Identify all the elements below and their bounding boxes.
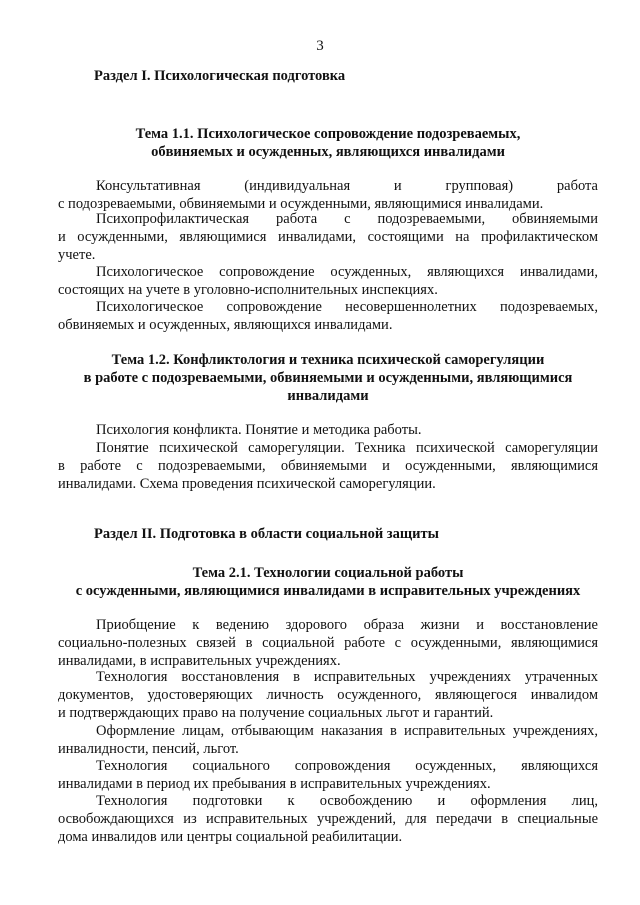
text-line: Психопрофилактическая работа с подозреваемыми, обвиняемыми — [96, 211, 598, 227]
paragraph — [58, 298, 598, 334]
paragraph — [58, 421, 598, 439]
topic-1-1-title — [58, 125, 598, 161]
title-line: обвиняемых и осужденных, являющихся инвалидами — [151, 144, 505, 160]
text-line: Технология социального сопровождения осужденных, являющихся — [96, 758, 598, 774]
paragraph — [58, 668, 598, 722]
text-line: инвалидами, в исправительных учреждениях. — [58, 653, 341, 669]
text-line: документов, удостоверяющих личность осужденного, являющегося инвалидом — [58, 687, 598, 703]
paragraph — [58, 439, 598, 493]
text-line: состоящих на учете в уголовно-исполнительных инспекциях. — [58, 282, 438, 298]
paragraph — [58, 263, 598, 299]
text-line: Приобщение к ведению здорового образа жизни и восстановление — [96, 617, 598, 633]
text-line: инвалидами. Схема проведения психической саморегуляции. — [58, 476, 436, 492]
text-line: освобождающихся из исправительных учреждений, для передачи в специальные — [58, 811, 598, 827]
title-line: Тема 1.1. Психологическое сопровождение подозреваемых, — [135, 126, 521, 142]
topic-1-2-title — [58, 351, 598, 405]
text-line: Технология подготовки к освобождению и оформления лиц, — [96, 793, 598, 809]
text-line: обвиняемых и осужденных, являющихся инвалидами. — [58, 317, 393, 333]
text-line: Психологическое сопровождение несовершеннолетних подозреваемых, — [96, 299, 598, 315]
text-line: учете. — [58, 247, 96, 263]
text-line: Психологическое сопровождение осужденных, являющихся инвалидами, — [96, 264, 598, 280]
page-number: 3 — [316, 38, 324, 54]
text-line: дома инвалидов или центры социальной реабилитации. — [58, 829, 403, 845]
topic-2-1-title — [58, 564, 598, 600]
text-line: с подозреваемыми, обвиняемыми и осужденными, являющимися инвалидами. — [58, 196, 544, 212]
text-line: Консультативная (индивидуальная и групповая) работа — [96, 178, 598, 194]
title-line: Тема 2.1. Технологии социальной работы — [192, 565, 464, 581]
paragraph — [58, 210, 598, 264]
text-line: Психология конфликта. Понятие и методика работы. — [96, 422, 422, 438]
text-line: социально-полезных связей в социальной работе с осужденными, являющимися — [58, 635, 598, 651]
text-line: в работе с подозреваемыми, обвиняемыми и осужденными, являющимися — [58, 458, 598, 474]
text-line: инвалидности, пенсий, льгот. — [58, 741, 239, 757]
title-line: Тема 1.2. Конфликтология и техника психической саморегуляции — [111, 352, 545, 368]
paragraph — [58, 792, 598, 846]
title-line: с осужденными, являющимися инвалидами в исправительных учреждениях — [75, 583, 581, 599]
section-2-heading: Раздел II. Подготовка в области социальной защиты — [94, 526, 439, 542]
title-line: в работе с подозреваемыми, обвиняемыми и осужденными, являющимися — [83, 370, 573, 386]
paragraph — [58, 616, 598, 670]
section-1-heading: Раздел I. Психологическая подготовка — [94, 68, 346, 84]
paragraph — [58, 757, 598, 793]
text-line: Понятие психической саморегуляции. Техника психической саморегуляции — [96, 440, 598, 456]
title-line: инвалидами — [287, 388, 369, 404]
text-line: инвалидами в период их пребывания в исправительных учреждениях. — [58, 776, 491, 792]
paragraph — [58, 177, 598, 213]
paragraph — [58, 722, 598, 758]
text-line: Технология восстановления в исправительных учреждениях утраченных — [96, 669, 598, 685]
text-line: и подтверждающих право на получение социальных льгот и гарантий. — [58, 705, 494, 721]
text-line: и осужденными, являющимися инвалидами, состоящими на профилактическом — [58, 229, 598, 245]
text-line: Оформление лицам, отбывающим наказания в исправительных учреждениях, — [96, 723, 598, 739]
